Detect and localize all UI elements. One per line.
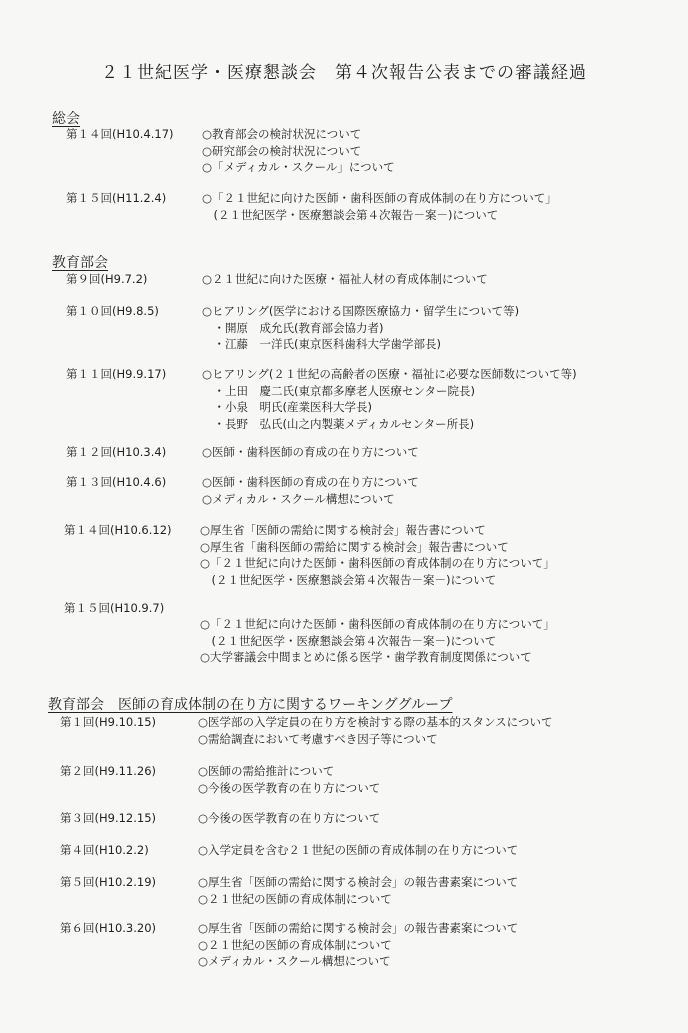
meeting-label: 第１５回(H11.2.4) bbox=[66, 191, 167, 205]
agenda-item: ○厚生省「医師の需給に関する検討会」の報告書素案について bbox=[198, 921, 519, 935]
meeting-items bbox=[202, 474, 419, 507]
agenda-item: ○「２１世紀に向けた医師・歯科医師の育成体制の在り方について」 bbox=[202, 191, 557, 205]
meeting-items bbox=[198, 842, 518, 859]
agenda-item: ○「メディカル・スクール」について bbox=[202, 160, 395, 174]
agenda-item: ○大学審議会中間まとめに係る医学・歯学教育制度関係について bbox=[200, 650, 532, 664]
meeting-items bbox=[202, 303, 519, 353]
section-heading-working-group: 教育部会 医師の育成体制の在り方に関するワーキンググループ bbox=[48, 697, 453, 713]
meeting-items bbox=[202, 444, 419, 461]
meeting-items bbox=[200, 522, 555, 588]
agenda-item: ○厚生省「歯科医師の需給に関する検討会」報告書について bbox=[200, 539, 509, 554]
agenda-item: ○２１世紀の医師の育成体制について bbox=[198, 937, 392, 952]
meeting-items bbox=[202, 366, 577, 432]
section-heading-general-assembly: 総会 bbox=[52, 111, 80, 127]
agenda-item: (２１世紀医学・医療懇談会第４次報告－案－)について bbox=[200, 572, 497, 587]
agenda-item: ○メディカル・スクール構想について bbox=[198, 954, 391, 968]
section-heading-education-subcommittee: 教育部会 bbox=[52, 255, 108, 271]
meeting-label: 第３回(H9.12.15) bbox=[60, 811, 157, 825]
agenda-item: ○医学部の入学定員の在り方を検討する際の基本的スタンスについて bbox=[198, 715, 553, 729]
meeting-label: 第２回(H9.11.26) bbox=[60, 764, 157, 778]
agenda-item: ○入学定員を含む２１世紀の医師の育成体制の在り方について bbox=[198, 843, 519, 857]
agenda-item: ○「２１世紀に向けた医師・歯科医師の育成体制の在り方について」 bbox=[200, 617, 555, 631]
agenda-item: ○医師の需給推計について bbox=[198, 764, 335, 778]
meeting-label: 第６回(H10.3.20) bbox=[60, 921, 157, 935]
agenda-item: ○需給調査において考慮すべき因子等について bbox=[198, 731, 438, 746]
agenda-item: ○ヒアリング(２１世紀の高齢者の医療・福祉に必要な医師数について等) bbox=[202, 367, 577, 381]
meeting-label: 第９回(H9.7.2) bbox=[66, 272, 148, 286]
agenda-item: ○医師・歯科医師の育成の在り方について bbox=[202, 445, 419, 459]
meeting-items bbox=[198, 874, 518, 907]
meeting-items bbox=[198, 763, 380, 796]
agenda-item: ○２１世紀の医師の育成体制について bbox=[198, 891, 392, 906]
agenda-item: ○今後の医学教育の在り方について bbox=[198, 780, 381, 795]
document-title: ２１世紀医学・医療懇談会 第４次報告公表までの審議経過 bbox=[101, 63, 587, 83]
agenda-item: ○厚生省「医師の需給に関する検討会」報告書について bbox=[200, 523, 486, 537]
meeting-label: 第１２回(H10.3.4) bbox=[66, 445, 167, 459]
agenda-item: ○研究部会の検討状況について bbox=[202, 143, 362, 158]
meeting-label: 第４回(H10.2.2) bbox=[60, 843, 149, 857]
agenda-item: ・江藤 一洋氏(東京医科歯科大学歯学部長) bbox=[202, 337, 441, 351]
meeting-label: 第１４回(H10.4.17) bbox=[66, 127, 174, 141]
agenda-item: ○厚生省「医師の需給に関する検討会」の報告書素案について bbox=[198, 875, 519, 889]
agenda-item: ・上田 慶二氏(東京都多摩老人医療センター院長) bbox=[202, 383, 476, 398]
agenda-item: ○教育部会の検討状況について bbox=[202, 127, 362, 141]
meeting-items bbox=[202, 126, 395, 176]
meeting-items bbox=[200, 616, 555, 666]
agenda-item: ・長野 弘氏(山之内製薬メディカルセンター所長) bbox=[202, 416, 475, 431]
meeting-items bbox=[198, 920, 518, 970]
meeting-label: 第５回(H10.2.19) bbox=[60, 875, 157, 889]
meeting-items bbox=[202, 271, 488, 288]
meeting-label: 第１回(H9.10.15) bbox=[60, 715, 157, 729]
meeting-label: 第１３回(H10.4.6) bbox=[66, 475, 167, 489]
agenda-item: ○２１世紀に向けた医療・福祉人材の育成体制について bbox=[202, 272, 488, 286]
agenda-item: ○「２１世紀に向けた医師・歯科医師の育成体制の在り方について」 bbox=[200, 556, 555, 570]
agenda-item: (２１世紀医学・医療懇談会第４次報告－案－)について bbox=[200, 633, 497, 648]
agenda-item: ・開原 成允氏(教育部会協力者) bbox=[202, 320, 384, 335]
meeting-items bbox=[202, 190, 557, 223]
meeting-label: 第１０回(H9.8.5) bbox=[66, 304, 159, 318]
agenda-item: (２１世紀医学・医療懇談会第４次報告－案－)について bbox=[202, 207, 499, 222]
agenda-item: ・小泉 明氏(産業医科大学長) bbox=[202, 400, 372, 414]
agenda-item: ○医師・歯科医師の育成の在り方について bbox=[202, 475, 419, 489]
meeting-items bbox=[198, 714, 552, 747]
meeting-items bbox=[198, 810, 380, 827]
meeting-label: 第１４回(H10.6.12) bbox=[64, 523, 172, 537]
agenda-item: ○今後の医学教育の在り方について bbox=[198, 811, 381, 825]
meeting-label: 第１５回(H10.9.7) bbox=[64, 601, 165, 615]
agenda-item: ○ヒアリング(医学における国際医療協力・留学生について等) bbox=[202, 304, 520, 318]
meeting-label: 第１１回(H9.9.17) bbox=[66, 367, 167, 381]
agenda-item: ○メディカル・スクール構想について bbox=[202, 491, 395, 506]
